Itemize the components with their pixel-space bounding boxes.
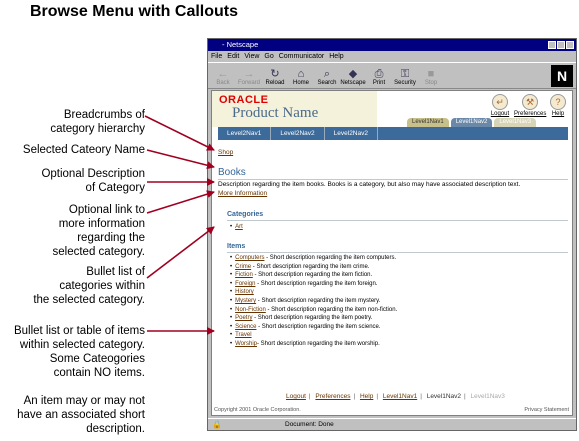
stop-icon: ■ <box>427 68 435 80</box>
categories-heading: Categories <box>227 211 264 218</box>
categories-list <box>230 223 243 232</box>
list-item: • Worship- Short description regarding the item worship. <box>230 340 397 349</box>
menu-file[interactable]: File <box>211 53 223 60</box>
security-button[interactable]: ⚿ Security <box>394 68 416 86</box>
back-button[interactable]: ← Back <box>216 68 230 86</box>
logout-icon: ↵ <box>492 94 508 110</box>
category-link[interactable]: Art <box>235 224 243 230</box>
reload-button[interactable]: ↻ Reload <box>265 68 285 86</box>
oracle-logo: ORACLE <box>219 94 269 106</box>
list-item: • Poetry - Short description regarding the item poetry. <box>230 314 397 323</box>
callout-bullet-items: Bullet list or table of items within selected category. Some Cateogories contain NO items. <box>13 325 145 379</box>
preferences-global-button[interactable]: ⚒ Preferences <box>514 94 546 117</box>
callout-selected-name: Selected Cateory Name <box>22 144 145 156</box>
item-link[interactable]: Travel <box>235 332 252 339</box>
divider <box>218 179 568 180</box>
netscape-button[interactable]: ◆ Netscape <box>340 68 366 86</box>
search-icon: ⌕ <box>323 68 331 80</box>
arrow-categories <box>147 227 214 278</box>
breadcrumb[interactable]: Shop <box>218 149 234 156</box>
items-list <box>230 254 397 349</box>
search-button[interactable]: ⌕ Search <box>317 68 337 86</box>
callout-optional-description: Optional Description of Category <box>41 168 145 194</box>
item-link[interactable]: Science <box>235 323 257 330</box>
menu-go[interactable]: Go <box>264 53 274 60</box>
nav-level2nav2-b[interactable]: Level2Nav2 <box>325 127 378 140</box>
callout-short-description: An item may or may not have an associated short description. <box>17 395 145 435</box>
minimize-button[interactable] <box>548 41 556 49</box>
privacy-statement[interactable]: Privacy Statement <box>524 407 569 413</box>
list-item <box>230 288 397 297</box>
footer-level1nav3[interactable]: Level1Nav3 <box>470 393 505 400</box>
menu-edit[interactable]: Edit <box>227 53 240 60</box>
stop-button[interactable]: ■ Stop <box>424 68 438 86</box>
menu-communicator[interactable]: Communicator <box>278 53 325 60</box>
tab-level1nav2[interactable]: Level1Nav2 <box>451 118 493 127</box>
item-link[interactable]: History <box>235 289 254 296</box>
item-link[interactable]: Worship <box>235 340 258 347</box>
footer-links: Logout | Preferences | Help | Level1Nav1 | Level1Nav2 | Level1Nav3 <box>286 393 505 400</box>
forward-button[interactable]: → Forward <box>237 68 260 86</box>
netscape-logo: N <box>551 65 573 87</box>
back-icon: ← <box>217 68 229 80</box>
copyright: Copyright 2001 Oracle Corporation. <box>214 407 301 413</box>
callout-optional-link: Optional link to more information regarding the selected category. <box>52 204 145 258</box>
list-item: • Fiction - Short description regarding the item fiction. <box>230 271 397 280</box>
item-link[interactable]: Non-Fiction <box>235 306 266 313</box>
item-link[interactable]: Poetry <box>235 315 253 322</box>
list-item: • Science - Short description regarding the item science. <box>230 323 397 332</box>
reload-icon: ↻ <box>270 68 280 80</box>
forward-icon: → <box>243 68 255 80</box>
footer-level1nav1[interactable]: Level1Nav1 <box>382 393 418 400</box>
divider <box>227 252 568 253</box>
footer-level1nav2: Level1Nav2 <box>426 393 462 400</box>
lock-icon: 🔒 <box>212 420 222 429</box>
print-icon: ⎙ <box>374 68 384 80</box>
product-name: Product Name <box>232 105 319 121</box>
browser-toolbar <box>208 62 576 89</box>
browser-window <box>207 38 577 431</box>
security-icon: ⚿ <box>400 68 410 80</box>
list-item <box>230 223 243 232</box>
logout-global-button[interactable]: ↵ Logout <box>484 94 516 117</box>
footer-help[interactable]: Help <box>359 393 374 400</box>
level2-navbar <box>218 127 568 140</box>
status-bar <box>208 418 576 430</box>
help-global-button[interactable]: ? Help <box>542 94 573 117</box>
list-item: • Non-Fiction - Short description regarding the item non-fiction. <box>230 306 397 315</box>
nav-level2nav1[interactable]: Level2Nav1 <box>218 127 271 140</box>
arrow-more-info <box>147 192 214 213</box>
home-icon: ⌂ <box>297 68 305 80</box>
window-title: - Netscape <box>222 40 259 49</box>
tab-level1nav3[interactable]: Level1Nav3 <box>494 118 536 127</box>
list-item <box>230 331 397 340</box>
item-link[interactable]: Fiction <box>235 272 253 279</box>
list-item: • Mystery - Short description regarding the item mystery. <box>230 297 397 306</box>
list-item: • Computers - Short description regarding the item computers. <box>230 254 397 263</box>
callout-breadcrumbs: Breadcrumbs of category hierarchy <box>50 109 145 135</box>
arrow-selected-name <box>147 150 214 167</box>
app-header <box>212 91 573 127</box>
maximize-button[interactable] <box>557 41 565 49</box>
home-button[interactable]: ⌂ Home <box>292 68 309 86</box>
list-item: • Crime - Short description regarding the item crime. <box>230 263 397 272</box>
preferences-icon: ⚒ <box>522 94 538 110</box>
list-item: • Foreign - Short description regarding the item foreign. <box>230 280 397 289</box>
close-button[interactable] <box>566 41 574 49</box>
nav-level2nav2[interactable]: Level2Nav2 <box>271 127 324 140</box>
category-title: Books <box>218 167 246 178</box>
help-icon: ? <box>550 94 566 110</box>
footer-logout[interactable]: Logout <box>286 393 306 400</box>
status-text: Document: Done <box>285 421 334 428</box>
menu-bar <box>208 51 576 62</box>
print-button[interactable]: ⎙ Print <box>372 68 386 86</box>
item-link[interactable]: Crime <box>235 263 252 270</box>
item-link[interactable]: Computers <box>235 255 265 261</box>
items-heading: Items <box>227 243 246 250</box>
category-description: Description regarding the item books. Books is a category, but also may have associated description text. <box>218 181 521 188</box>
divider <box>227 220 568 221</box>
page-title: Browse Menu with Callouts <box>30 3 239 20</box>
menu-view[interactable]: View <box>244 53 260 60</box>
window-titlebar <box>208 39 576 51</box>
more-information-link[interactable]: More Information <box>218 190 268 197</box>
arrow-breadcrumbs <box>145 116 214 150</box>
item-link[interactable]: Mystery <box>235 297 257 304</box>
level1-tabs <box>407 118 536 127</box>
item-link[interactable]: Foreign <box>235 280 256 287</box>
netscape-icon: ◆ <box>348 68 358 80</box>
callout-bullet-categories: Bullet list of categories within the selected category. <box>33 266 145 306</box>
footer-preferences[interactable]: Preferences <box>315 393 351 400</box>
tab-level1nav1[interactable]: Level1Nav1 <box>407 118 449 127</box>
page-content <box>211 90 573 416</box>
menu-help[interactable]: Help <box>329 53 344 60</box>
window-controls <box>548 41 574 49</box>
